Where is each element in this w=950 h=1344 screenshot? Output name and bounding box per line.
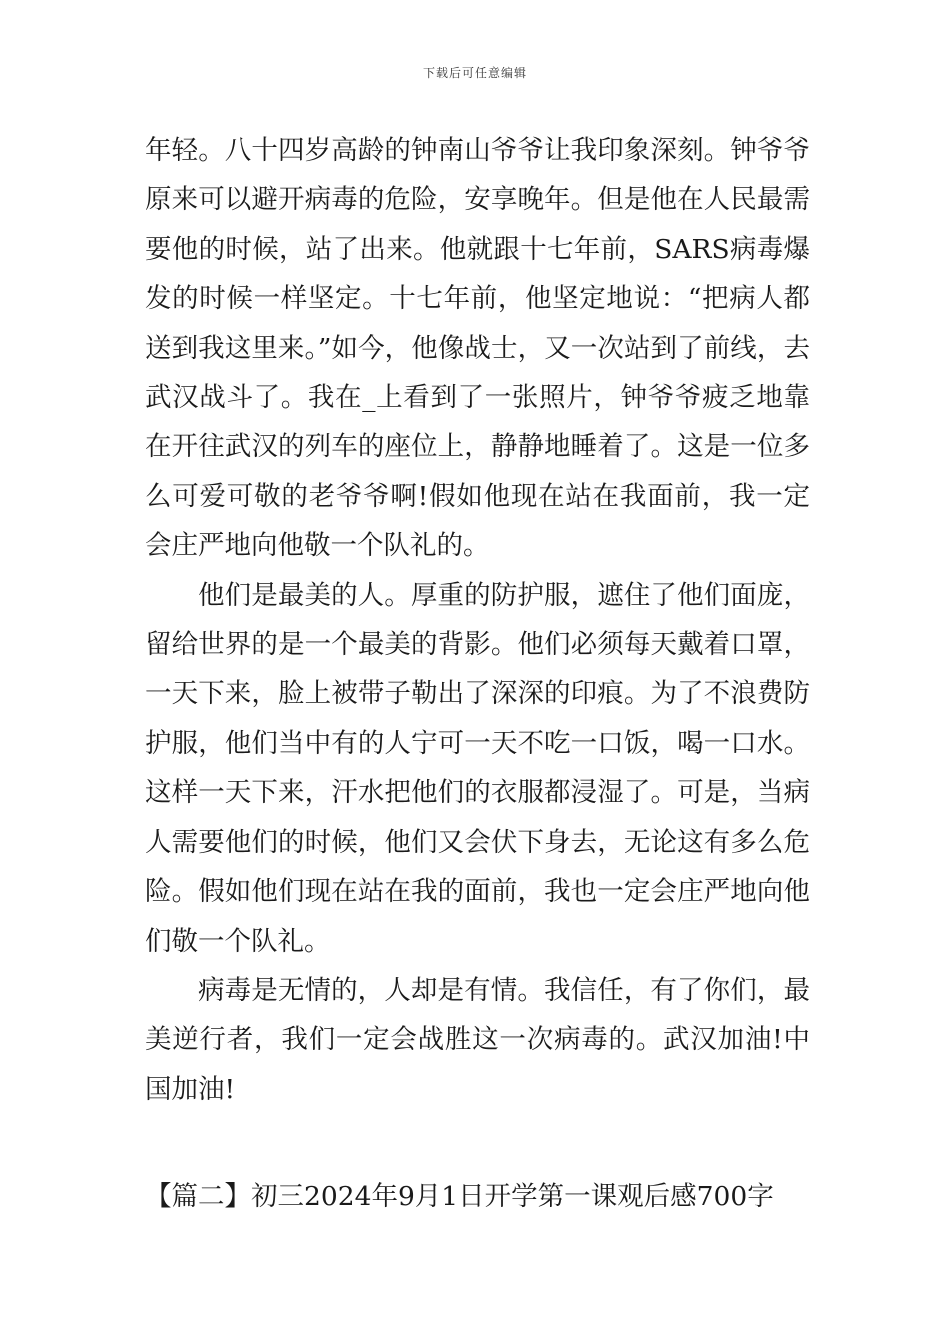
- page-header-note: 下载后可任意编辑: [422, 66, 527, 80]
- document-body: [145, 126, 810, 1114]
- paragraph-conclusion: 病毒是无情的，人却是有情。我信任，有了你们，最美逆行者，我们一定会战胜这一次病毒的。武汉加油!中国加油!: [145, 974, 810, 1105]
- paragraph-zhong-nanshan: 年轻。八十四岁高龄的钟南山爷爷让我印象深刻。钟爷爷原来可以避开病毒的危险，安享晚年。但是他在人民最需要他的时候，站了出来。他就跟十七年前，SARS病毒爆发的时候一样坚定。十七年前，他坚定地说：“把病人都送到我这里来。”如今，他像战士，又一次站到了前线，去武汉战斗了。我在_上看到了一张照片，钟爷爷疲乏地靠在开往武汉的列车的座位上，静静地睡着了。这是一位多么可爱可敬的老爷爷啊!假如他现在站在我面前，我一定会庄严地向他敬一个队礼的。: [145, 135, 810, 562]
- section-heading: 【篇二】初三2024年9月1日开学第一课观后感700字: [145, 1181, 774, 1212]
- paragraph-medical-workers: 他们是最美的人。厚重的防护服，遮住了他们面庞，留给世界的是一个最美的背影。他们必须每天戴着口罩，一天下来，脸上被带子勒出了深深的印痕。为了不浪费防护服，他们当中有的人宁可一天不吃一口饭，喝一口水。这样一天下来，汗水把他们的衣服都浸湿了。可是，当病人需要他们的时候，他们又会伏下身去，无论这有多么危险。假如他们现在站在我的面前，我也一定会庄严地向他们敬一个队礼。: [145, 579, 810, 957]
